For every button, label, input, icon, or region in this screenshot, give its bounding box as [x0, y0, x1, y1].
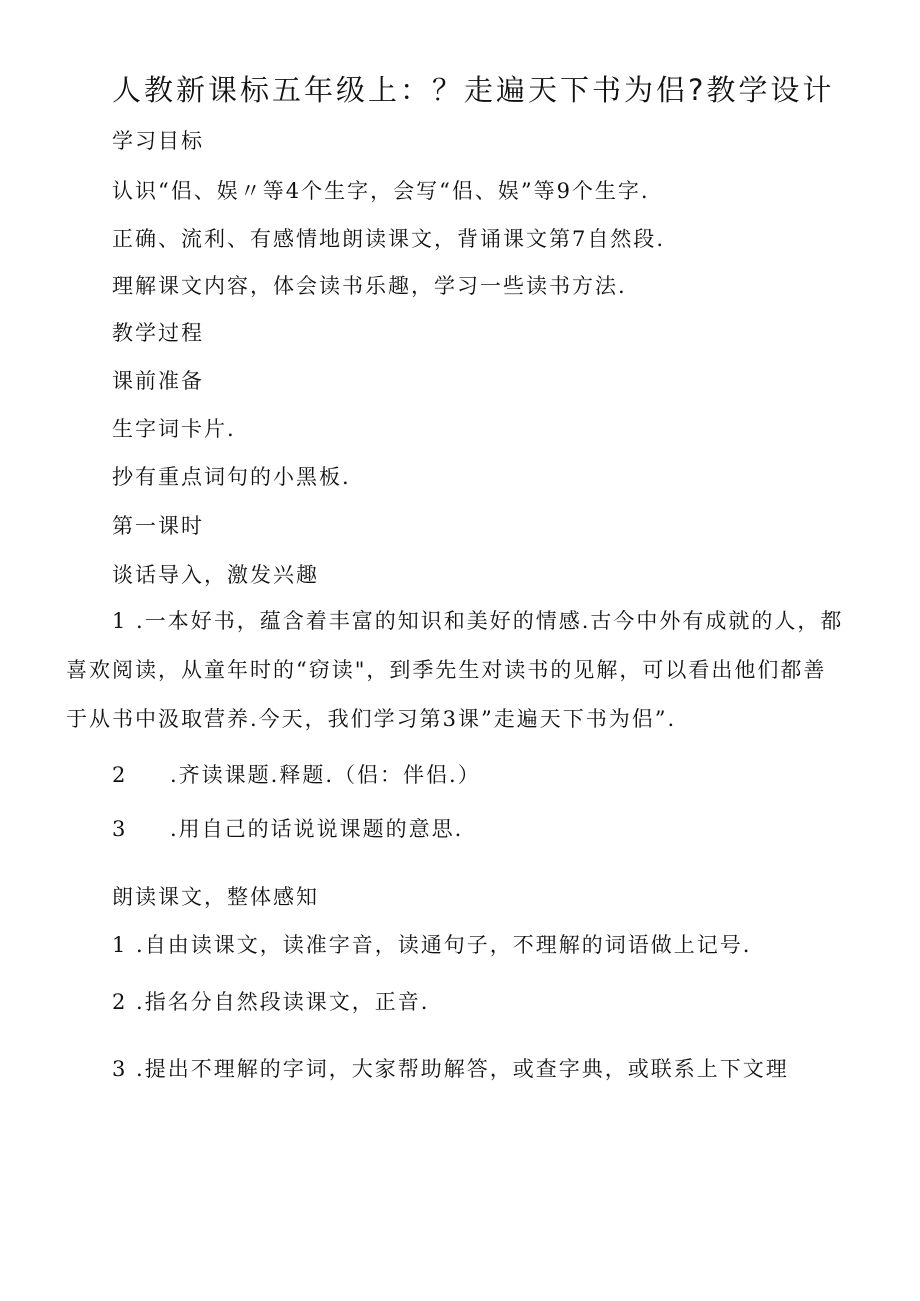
goal-item-2: 正确、流利、有感情地朗读课文，背诵课文第7自然段. [112, 227, 666, 251]
goal-item-1: 认识“侣、娱〃等4个生字，会写“侣、娱”等9个生字. [112, 179, 650, 203]
intro-paragraph-line-1: 1 .一本好书，蕴含着丰富的知识和美好的情感.古今中外有成就的人，都 [112, 609, 844, 633]
prep-heading: 课前准备 [112, 369, 204, 393]
prep-item-1: 生字词卡片. [112, 417, 236, 441]
reading-item-1: 1 .自由读课文，读准字音，读通句子，不理解的词语做上记号. [112, 933, 752, 957]
intro-item-3 [112, 819, 463, 840]
lesson-heading: 第一课时 [112, 514, 204, 538]
document-title: 人教新课标五年级上：？走遍天下书为侣?教学设计 [112, 73, 835, 107]
reading-item-3: 3 .提出不理解的字词，大家帮助解答，或查字典，或联系上下文理 [112, 1057, 789, 1081]
intro-paragraph-line-3: 于从书中汲取营养.今天，我们学习第3课”走遍天下书为侣”. [66, 707, 677, 731]
prep-item-2: 抄有重点词句的小黑板. [112, 465, 351, 489]
process-heading: 教学过程 [112, 321, 204, 345]
intro-heading: 谈话导入，激发兴趣 [112, 563, 319, 587]
reading-heading: 朗读课文，整体感知 [112, 885, 319, 909]
intro-item-2-number: 2 [112, 763, 128, 787]
goals-heading: 学习目标 [112, 129, 204, 153]
goal-item-3: 理解课文内容，体会读书乐趣，学习一些读书方法. [112, 274, 627, 298]
reading-item-2: 2 .指名分自然段读课文，正音. [112, 990, 430, 1014]
intro-item-3-number: 3 [112, 817, 128, 841]
intro-item-3-text: .用自己的话说说课题的意思. [170, 817, 464, 841]
intro-item-2-text: .齐读课题.释题.（侣：伴侣.） [170, 763, 481, 787]
intro-paragraph-line-2: 喜欢阅读，从童年时的“窃读"，到季先生对读书的见解，可以看出他们都善 [66, 658, 827, 682]
intro-item-2 [112, 765, 481, 786]
